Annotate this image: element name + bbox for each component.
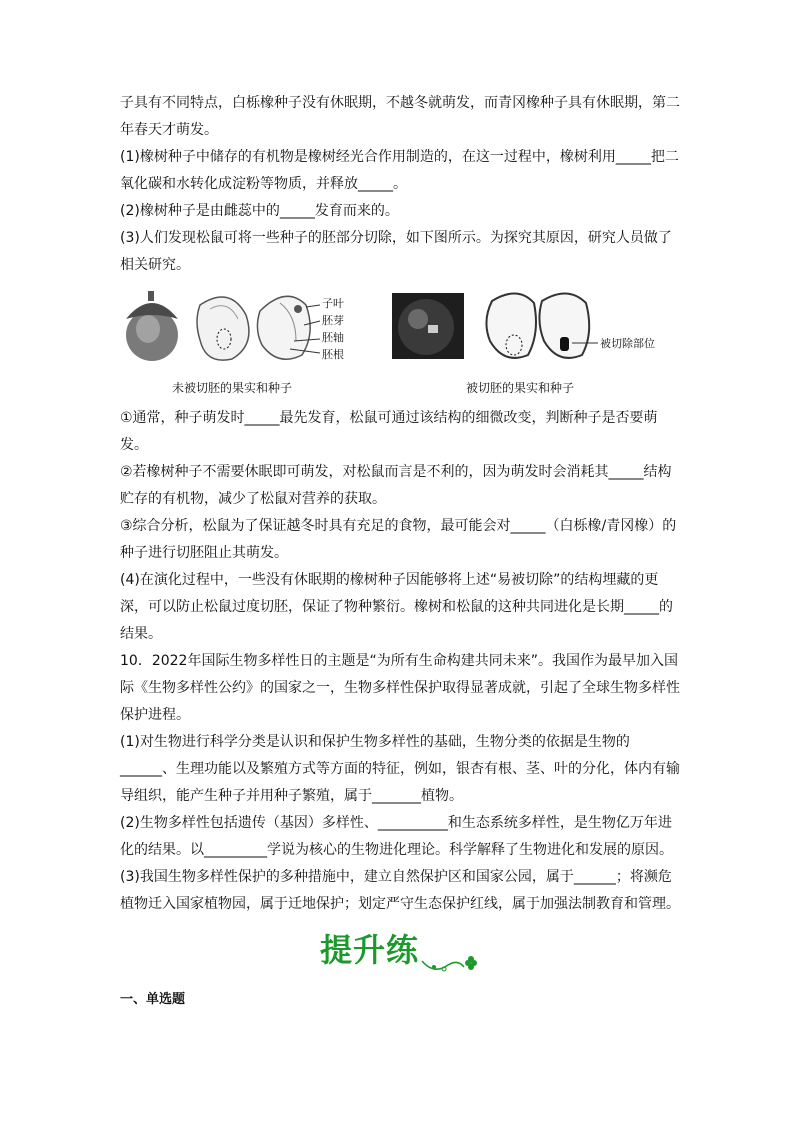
question-body — [120, 90, 680, 918]
paragraph-q3-3: ③综合分析，松鼠为了保证越冬时具有充足的食物，最可能会对_____（白栎橡/青冈橡）的种子进行切胚阻止其萌发。 — [120, 518, 677, 561]
acorn-seed-illustration — [120, 285, 680, 381]
seed-figure — [120, 285, 680, 403]
paragraph-q3: (3)人们发现松鼠可将一些种子的胚部分切除，如下图所示。为探究其原因，研究人员做了相关研究。 — [120, 230, 672, 273]
paragraph-10-1: (1)对生物进行科学分类是认识和保护生物多样性的基础，生物分类的依据是生物的______、生理功能以及繁殖方式等方面的特征，例如，银杏有根、茎、叶的分化，体内有输导组织，能产生种子并用种子繁殖，属于_______植物。 — [120, 734, 680, 804]
practice-heading — [320, 925, 480, 975]
paragraph-q3-2: ②若橡树种子不需要休眠即可萌发，对松鼠而言是不利的，因为萌发时会消耗其_____结构贮存的有机物，减少了松鼠对营养的获取。 — [120, 464, 672, 507]
acorn-icon — [126, 291, 178, 361]
caption-cut: 被切胚的果实和种子 — [466, 381, 575, 395]
cut-seed-half-icon — [539, 293, 598, 357]
heading-title: 提升练 — [320, 931, 420, 969]
vine-flower-icon — [420, 951, 480, 981]
caption-uncut: 未被切胚的果实和种子 — [172, 381, 293, 395]
cut-acorn-icon — [392, 293, 464, 359]
paragraph-10-3: (3)我国生物多样性保护的多种措施中，建立自然保护区和国家公园，属于______；将濒危植物迁入国家植物园，属于迁地保护；划定严守生态保护红线，属于加强法制教育和管理。 — [120, 869, 680, 912]
paragraph-question-10: 10．2022年国际生物多样性日的主题是“为所有生命构建共同未来”。我国作为最早加入国际《生物多样性公约》的国家之一，生物多样性保护取得显著成就，引起了全球生物多样性保护进程。 — [120, 653, 680, 723]
paragraph-q3-1: ①通常，种子萌发时_____最先发育，松鼠可通过该结构的细微改变，判断种子是否要萌发。 — [120, 410, 658, 453]
seed-half-icon — [197, 297, 249, 360]
label-radicle: 胚根 — [322, 348, 344, 361]
label-hypocotyl: 胚轴 — [322, 331, 344, 344]
seed-half-icon — [257, 296, 320, 359]
cut-seed-half-icon — [486, 293, 536, 357]
label-plumule: 胚芽 — [322, 314, 344, 327]
section-title: 一、单选题 — [120, 992, 186, 1007]
paragraph-q4: (4)在演化过程中，一些没有休眠期的橡树种子因能够将上述“易被切除”的结构埋藏的更深，可以防止松鼠过度切胚，保证了物种繁衍。橡树和松鼠的这种共同进化是长期_____的结果。 — [120, 572, 673, 642]
label-cotyledon: 子叶 — [322, 297, 344, 310]
paragraph-10-2: (2)生物多样性包括遗传（基因）多样性、__________和生态系统多样性，是生物亿万年进化的结果。以_________学说为核心的生物进化理论。科学解释了生物进化和发展的原因。 — [120, 815, 673, 858]
paragraph-q1: (1)橡树种子中储存的有机物是橡树经光合作用制造的，在这一过程中，橡树利用_____把二氧化碳和水转化成淀粉等物质，并释放_____。 — [120, 149, 679, 192]
paragraph-intro: 子具有不同特点，白栎橡种子没有休眠期，不越冬就萌发，而青冈橡种子具有休眠期，第二年春天才萌发。 — [120, 95, 680, 138]
label-cut-part: 被切除部位 — [600, 337, 655, 350]
paragraph-q2: (2)橡树种子是由雌蕊中的_____发育而来的。 — [120, 203, 399, 219]
